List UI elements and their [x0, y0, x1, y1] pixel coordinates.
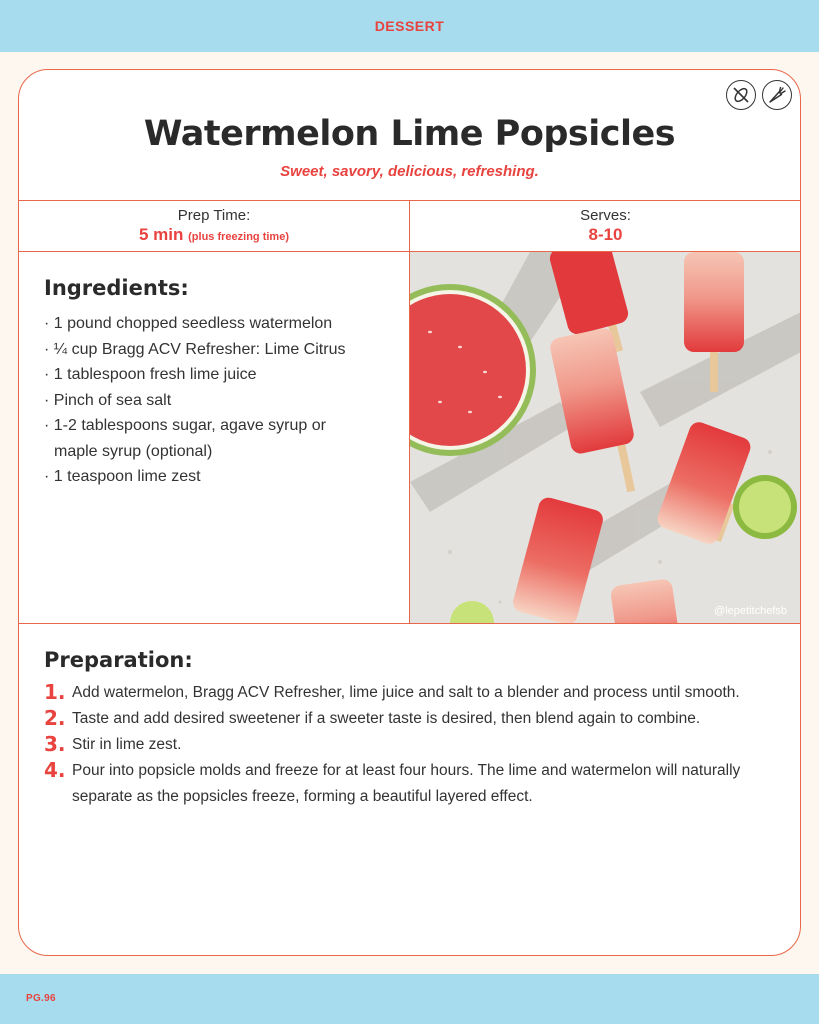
step-item [44, 706, 779, 732]
recipe-photo [410, 252, 801, 623]
page-footer-band [0, 974, 819, 1024]
step-item [44, 680, 779, 706]
prep-time-value [19, 225, 409, 245]
ingredient-item: · 1 pound chopped seedless watermelon [44, 311, 384, 337]
section-label: DESSERT [374, 18, 445, 34]
ingredients-list [44, 311, 384, 490]
ingredient-item: · 1 tablespoon fresh lime juice [44, 362, 384, 388]
ingredient-item: · Pinch of sea salt [44, 388, 384, 414]
ingredient-item: · 1-2 tablespoons sugar, agave syrup or maple syrup (optional) [44, 413, 354, 464]
preparation-steps [44, 680, 779, 810]
recipe-card [18, 69, 801, 956]
step-number: 2. [44, 706, 66, 730]
prep-time-note: (plus freezing time) [188, 231, 289, 243]
step-number: 3. [44, 732, 66, 756]
serves-label: Serves: [580, 207, 631, 224]
serves-cell [410, 201, 801, 251]
ingredients-heading: Ingredients: [44, 276, 189, 300]
step-number: 1. [44, 680, 66, 704]
step-text: Pour into popsicle molds and freeze for at least four hours. The lime and watermelon will naturally separate as the popsicles freeze, forming a beautiful layered effect. [72, 762, 741, 805]
dietary-icons [726, 80, 792, 110]
step-item [44, 758, 779, 810]
photo-credit: @lepetitchefsb [714, 605, 787, 617]
recipe-subtitle: Sweet, savory, delicious, refreshing. [280, 163, 539, 180]
step-item [44, 732, 779, 758]
step-text: Stir in lime zest. [72, 736, 182, 753]
prep-time-cell [19, 201, 409, 251]
ingredient-item: · 1 teaspoon lime zest [44, 464, 384, 490]
serves-value: 8-10 [588, 225, 623, 244]
step-text: Taste and add desired sweetener if a sweeter taste is desired, then blend again to combine. [72, 710, 701, 727]
prep-time-amount: 5 min [139, 225, 184, 244]
preparation-heading: Preparation: [44, 648, 193, 672]
carrot-icon [762, 80, 792, 110]
step-number: 4. [44, 758, 66, 782]
ingredient-item: · ¼ cup Bragg ACV Refresher: Lime Citrus [44, 337, 384, 363]
divider [19, 623, 800, 624]
recipe-title: Watermelon Lime Popsicles [143, 114, 676, 154]
prep-time-label: Prep Time: [177, 207, 251, 224]
page-number: PG.96 [26, 993, 56, 1004]
step-text: Add watermelon, Bragg ACV Refresher, lime juice and salt to a blender and process until smooth. [72, 684, 740, 701]
no-peanut-icon [726, 80, 756, 110]
section-header-band [0, 0, 819, 52]
